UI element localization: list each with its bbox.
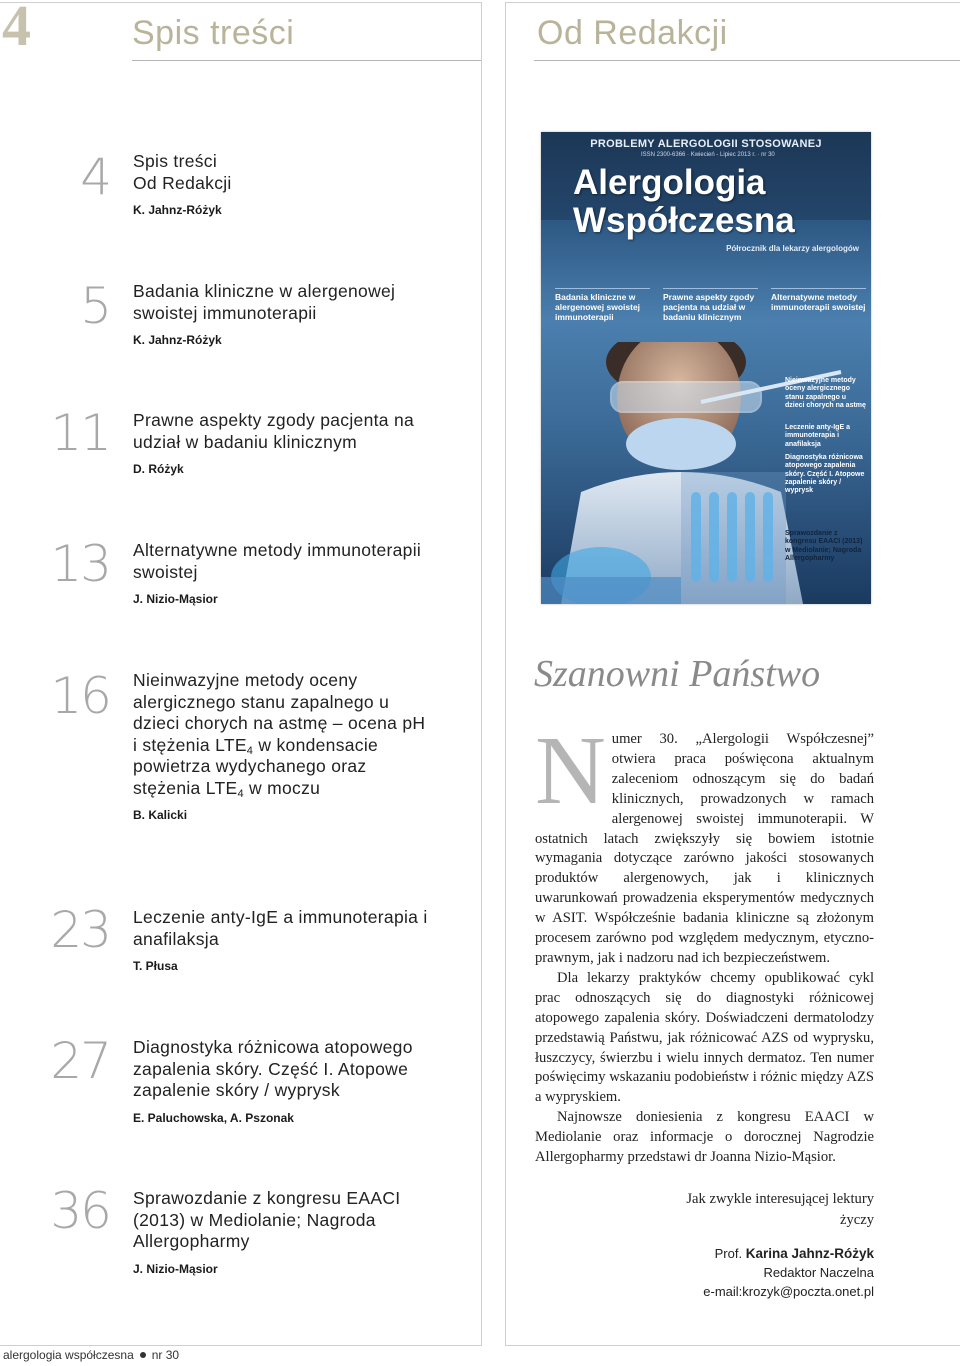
letter-closing: Jak zwykle interesującej lektury życzy — [686, 1191, 874, 1228]
toc-entry[interactable] — [133, 1188, 433, 1280]
toc-entry[interactable] — [133, 281, 453, 352]
toc-entry-author: J. Nizio-Mąsior — [133, 592, 218, 606]
signature-role: Redaktor Naczelna — [763, 1265, 874, 1280]
toc-entry-author: K. Jahnz-Różyk — [133, 333, 222, 347]
toc-page-number: 23 — [50, 901, 110, 959]
toc-entry-author: K. Jahnz-Różyk — [133, 203, 222, 217]
toc-entry[interactable] — [133, 1037, 443, 1129]
signature-email[interactable]: e-mail:krozyk@poczta.onet.pl — [703, 1284, 874, 1299]
toc-entry-author: T. Płusa — [133, 959, 178, 973]
editorial-heading: Od Redakcji — [537, 14, 728, 52]
toc-heading-rule — [132, 60, 481, 61]
toc-entry-title: Badania kliniczne w alergenowej swoistej immunoterapii — [133, 281, 396, 323]
page-number: 4 — [2, 0, 31, 58]
cover-series: PROBLEMY ALERGOLOGII STOSOWANEJ — [590, 138, 822, 150]
toc-page-number: 27 — [50, 1032, 110, 1090]
cover-topic: Badania kliniczne w alergenowej swoistej immunoterapii — [555, 288, 650, 322]
toc-page-number: 11 — [50, 404, 110, 462]
toc-entry-title: Prawne aspekty zgody pacjenta na udział w badaniu klinicznym — [133, 410, 415, 452]
cover-side-topic: Sprawozdanie z kongresu EAACI (2013) w Mediolanie; Nagroda Allergopharmy — [785, 530, 863, 562]
toc-page-number: 5 — [80, 277, 110, 335]
cover-topic: Prawne aspekty zgody pacjenta na udział w badaniu klinicznym — [663, 288, 758, 322]
toc-page-number: 13 — [50, 535, 110, 593]
letter-body — [535, 717, 874, 1168]
toc-page-number: 4 — [80, 148, 110, 206]
drop-cap: N — [535, 717, 606, 825]
toc-entry[interactable] — [133, 907, 453, 978]
letter-paragraph: Najnowsze doniesienia z kongresu EAACI w Mediolanie oraz informacje o dorocznej Nagrodzie Allergopharmy przedstawi dr Joanna Nizio-Mąsior. — [535, 1109, 874, 1166]
signature-name: Karina Jahnz-Różyk — [745, 1246, 874, 1261]
toc-entry[interactable] — [133, 670, 433, 827]
toc-entry-author: D. Różyk — [133, 462, 184, 476]
bullet-icon — [140, 1352, 146, 1358]
toc-entry-author: J. Nizio-Mąsior — [133, 1261, 218, 1276]
toc-entry-author: B. Kalicki — [133, 808, 188, 822]
cover-side-topic: Leczenie anty-IgE a immunoterapia i anafilaksja — [785, 424, 850, 448]
journal-cover-image — [541, 132, 871, 604]
cover-topic: Alternatywne metody immunoterapii swoistej — [771, 288, 866, 312]
cover-side-topic: Nieinwazyjne metody oceny alergicznego stanu zapalnego u dzieci chorych na astmę — [785, 377, 866, 409]
toc-heading: Spis treści — [132, 14, 295, 52]
toc-entry-author: E. Paluchowska, A. Pszonak — [133, 1110, 294, 1125]
cover-tagline: Półrocznik dla lekarzy alergologów — [726, 244, 859, 253]
cover-side-topic: Diagnostyka różnicowa atopowego zapalenia skóry. Część I. Atopowe zapalenie skóry / wyprysk — [785, 454, 865, 495]
footer-issue: nr 30 — [151, 1348, 180, 1362]
cover-title: Alergologia Współczesna — [573, 163, 795, 240]
letter-greeting: Szanowni Państwo — [534, 653, 821, 695]
page-footer — [3, 1348, 179, 1362]
toc-entry-title: Diagnostyka różnicowa atopowego zapalenia skóry. Część I. Atopowe zapalenie skóry / wyprysk — [133, 1037, 413, 1100]
toc-entry-title: Nieinwazyjne metody oceny alergicznego stanu zapalnego u dzieci chorych na astmę – ocena pH i stężenia $LTE_4$ w kondensacie powietrza wydychanego oraz stężenia $LTE_4$ w moczu — [133, 670, 426, 800]
toc-entry-title: Sprawozdanie z kongresu EAACI (2013) w Mediolanie; Nagroda Allergopharmy — [133, 1188, 401, 1251]
signature-block — [600, 1244, 874, 1301]
letter-paragraph: Dla lekarzy praktyków chcemy opublikować cykl prac odnoszących się do diagnostyki różnicowej atopowego zapalenia skóry. Doświadczeni dermatolodzy przedstawią Państwu, jak różnicować AZS od wyprysku, łuszczycy, świerzbu i wielu innych dermatoz. Ten numer poświęcimy wskazaniu podobieństw i różnic między AZS a wypryskiem. — [535, 969, 874, 1106]
letter-paragraph: Numer 30. „Alergologii Współczesnej” otwiera praca poświęcona aktualnym zaleceniom odnoszącym się do badań klinicznych, prowadzonych w ramach alergenowej swoistej immunoterapii. W ostatnich latach zwiększyły się bowiem istotnie wymagania dotyczące zarówno jakości stosowanych produktów alergenowych, jak i klinicznych uwarunkowań prowadzenia eksperymentów medycznych w ASIT. Współcześnie badania kliniczne są złożonym procesem zarówno pod względem medycznym, etyczno-prawnym, jak i nadzoru nad ich bezpieczeństwem. — [535, 717, 874, 966]
toc-page-number: 16 — [50, 667, 110, 725]
toc-entry[interactable] — [133, 410, 453, 481]
toc-page-number: 36 — [50, 1182, 110, 1240]
cover-subline: ISSN 2300-6366 · Kwiecień - Lipiec 2013 r. · nr 30 — [641, 152, 775, 158]
signature-title: Prof. — [714, 1246, 743, 1261]
toc-entry-title: Leczenie anty-IgE a immunoterapia i anafilaksja — [133, 907, 428, 949]
toc-entry-title: Od Redakcji — [133, 172, 232, 193]
toc-entry-title: Alternatywne metody immunoterapii swoistej — [133, 540, 422, 582]
footer-journal: alergologia współczesna — [3, 1348, 134, 1362]
editorial-heading-rule — [534, 60, 960, 61]
toc-entry[interactable] — [133, 151, 453, 222]
toc-entry-title: Spis treści — [133, 151, 218, 171]
toc-entry[interactable] — [133, 540, 453, 611]
